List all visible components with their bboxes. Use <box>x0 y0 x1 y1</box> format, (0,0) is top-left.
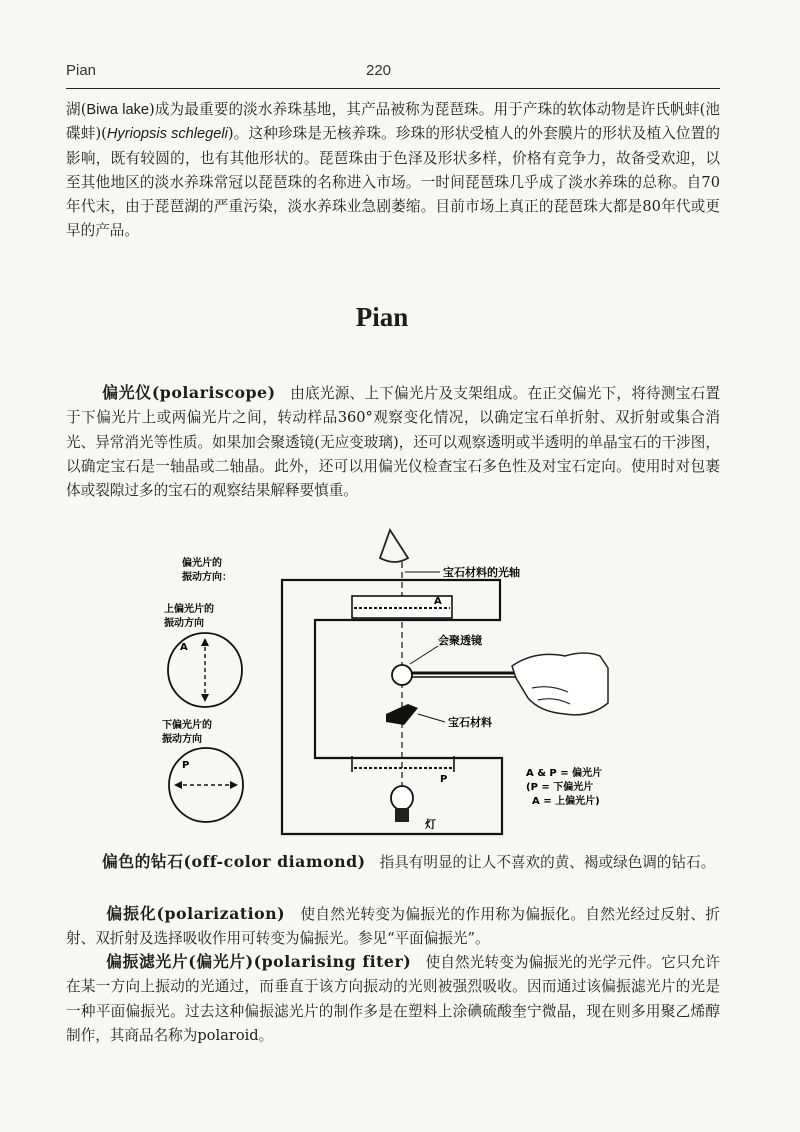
label-vib-line-1: 偏光片的 <box>182 558 222 569</box>
label-upper-line-1: 上偏光片的 <box>164 604 214 615</box>
entry-body-off-color: 指具有明显的让人不喜欢的黄、褐或绿色调的钻石。 <box>379 854 716 871</box>
entry-polariscope <box>66 381 720 503</box>
eye-icon <box>380 530 408 562</box>
entry-body-polariscope: 由底光源、上下偏光片及支架组成。在正交偏光下，将待测宝石置于下偏光片上或两偏光片之间，转动样品360°观察变化情况，以确定宝石单折射、双折射或集合消光、异常消光等性质。如果加会聚透镜(无应变玻璃)，还可以观察透明或半透明的单晶宝石的干涉图，以确定宝石是一轴晶或二轴晶。此外，还可以用偏光仪检查宝石多色性及对宝石定向。使用时对包裹体或裂隙过多的宝石的观察结果解释要慎重。 <box>66 385 720 500</box>
lens-leader <box>410 646 438 664</box>
legend-line-2: (P = 下偏光片 <box>526 782 594 793</box>
header-rule <box>66 88 720 89</box>
lower-circle-letter: P <box>182 760 190 771</box>
legend-line-3: A = 上偏光片) <box>532 796 600 807</box>
entry-body-polarization: 使自然光转变为偏振光的作用称为偏振化。自然光经过反射、折射、双折射及选择吸收作用可转变为偏振光。参见“平面偏振光”。 <box>66 906 720 948</box>
entry-term-polarising-filter: 偏振滤光片(偏光片)(polarising fiter) <box>106 952 412 971</box>
label-upper-line-2: 振动方向 <box>164 618 204 629</box>
label-lens: 会聚透镜 <box>438 634 482 647</box>
label-lower-polarizer <box>161 718 212 745</box>
label-upper-polarizer <box>163 602 214 629</box>
upper-polarizer-letter: A <box>434 596 442 607</box>
intro-text-1: 湖( <box>66 101 87 118</box>
entry-term-polariscope: 偏光仪(polariscope) <box>102 383 276 402</box>
entry-polarization <box>66 902 720 952</box>
lamp-bulb-icon <box>391 786 413 810</box>
intro-species-name: Hyriopsis schlegeli <box>106 126 228 143</box>
label-lower-line-2: 振动方向 <box>162 734 202 745</box>
hand-icon <box>512 653 608 715</box>
intro-latin-biwa: Biwa lake <box>86 102 150 118</box>
label-optic-axis: 宝石材料的光轴 <box>443 566 520 579</box>
gem-sample-icon <box>386 704 418 725</box>
intro-text-2: )成为最重要的淡水养珠基地，其产品被称为琵琶珠。用于产珠的软体动物是许氏帆蚌(池碟蚌)( <box>66 101 720 143</box>
running-head <box>66 62 716 84</box>
figure-legend <box>526 766 602 807</box>
label-gem: 宝石材料 <box>448 716 492 729</box>
label-lamp: 灯 <box>425 818 436 831</box>
entry-term-off-color: 偏色的钻石(off-color diamond) <box>102 852 366 871</box>
entry-polarising-filter <box>66 950 720 1048</box>
conoscopic-lens-icon <box>392 665 412 685</box>
legend-line-1: A & P = 偏光片 <box>526 768 603 779</box>
intro-paragraph <box>66 98 720 244</box>
intro-text-3: )。这种珍珠是无核养珠。珍珠的形状受植人的外套膜片的形状及植入位置的影响，既有较圆的，也有其他形状的。琵琶珠由于色泽及形状多样，价格有竞争力，故备受欢迎，以至其他地区的淡水养珠常冠以琵琶珠的名称进入市场。一时间琵琶珠几乎成了淡水养珠的总称。自70年代末，由于琵琶湖的严重污染，淡水养珠业急剧萎缩。目前市场上真正的琵琶珠大都是80年代或更早的产品。 <box>66 125 720 240</box>
lamp-base <box>395 808 409 822</box>
gem-leader <box>418 714 445 722</box>
entry-off-color-diamond <box>66 850 720 875</box>
upper-circle-letter: A <box>180 642 188 653</box>
section-title: Pian <box>355 302 409 332</box>
entry-body-polarising-filter: 使自然光转变为偏振光的光学元件。它只允许在某一方向上振动的光通过，而垂直于该方向振动的光则被强烈吸收。因而通过该偏振滤光片的光是一种平面偏振光。过去这种偏振滤光片的制作多是在塑料上涂碘硫酸奎宁微晶，现在则多用聚乙烯醇制作，其商品名称为polaroid。 <box>66 954 720 1044</box>
label-vibration-direction <box>181 556 232 583</box>
entry-term-polarization: 偏振化(polarization) <box>106 904 286 923</box>
page-number: 220 <box>366 62 392 79</box>
lower-polarizer-letter: P <box>440 774 448 785</box>
running-head-title: Pian <box>66 62 97 79</box>
label-lower-line-1: 下偏光片的 <box>162 720 212 731</box>
label-vib-line-2: 振动方向： <box>182 572 232 583</box>
polariscope-diagram <box>140 528 640 848</box>
